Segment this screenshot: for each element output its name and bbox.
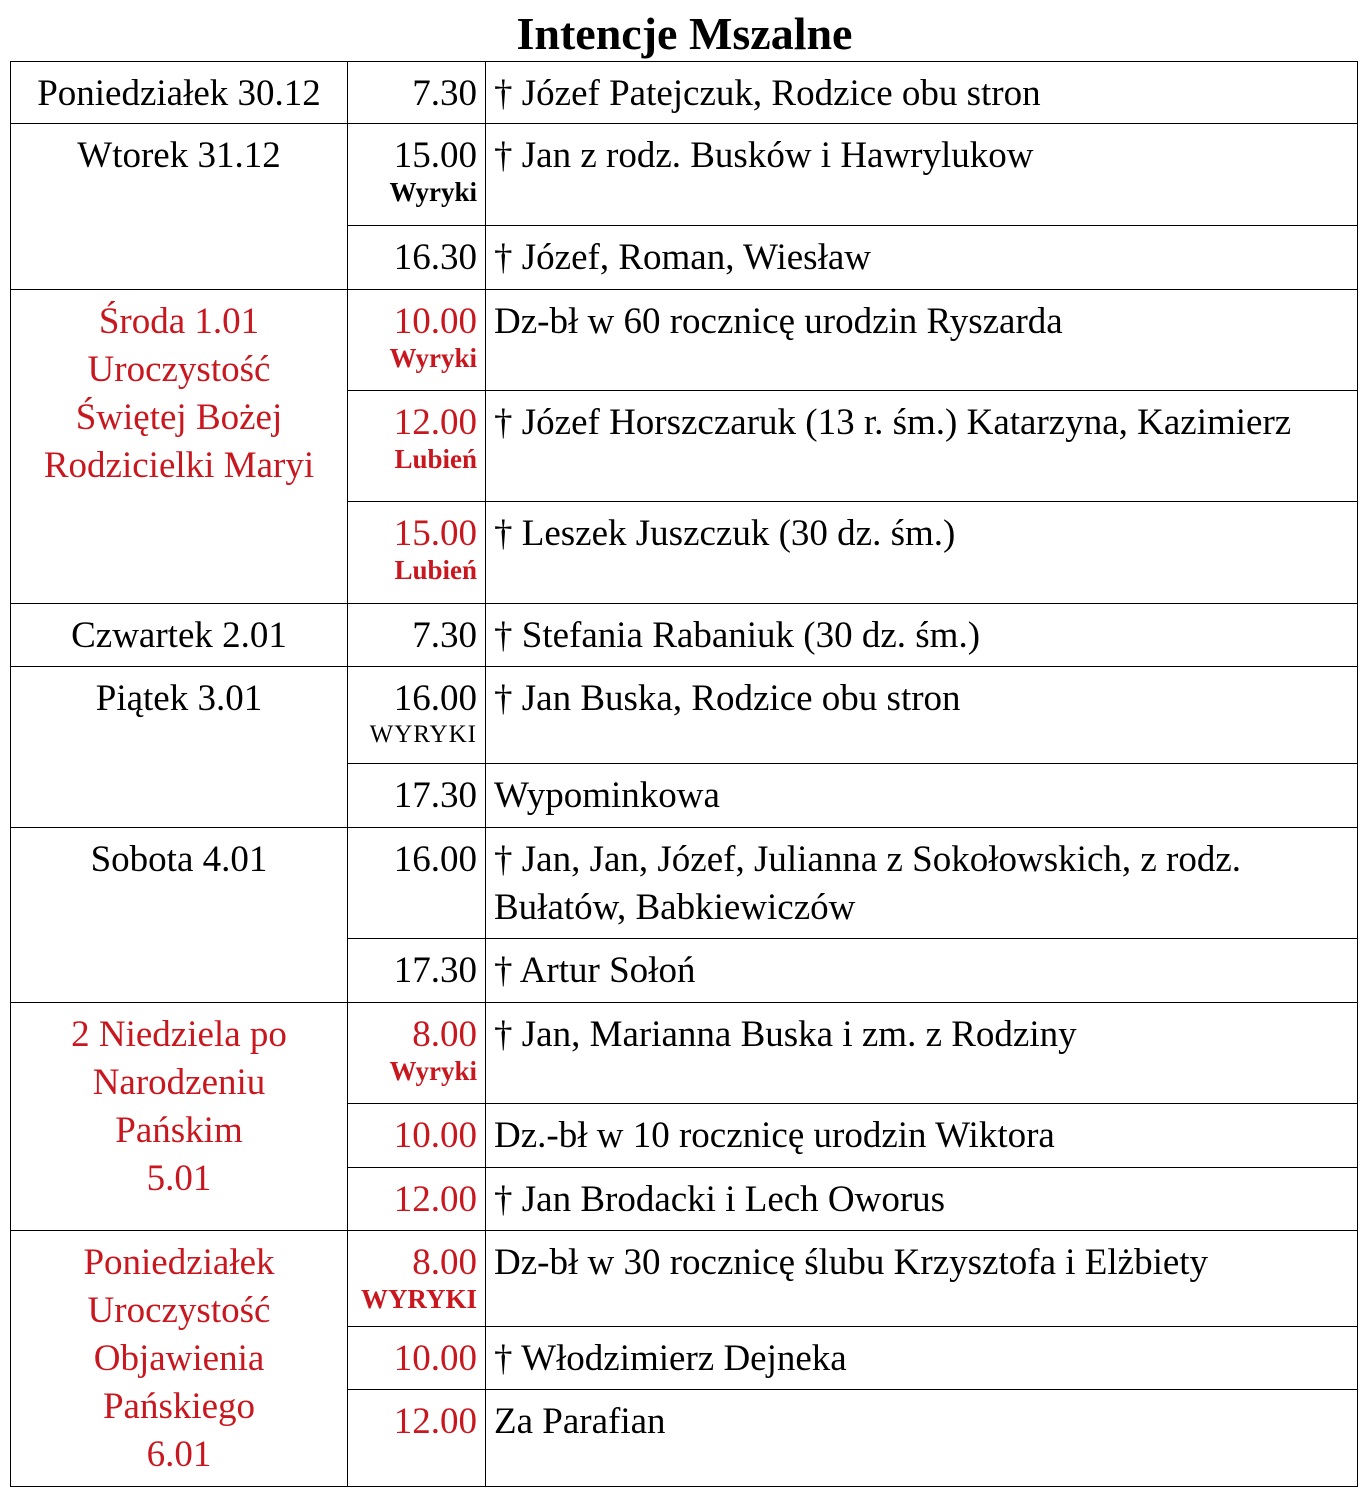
intention-cell: Dz.-bł w 10 rocznicę urodzin Wiktora (486, 1104, 1358, 1168)
day-label-line: Wtorek 31.12 (77, 135, 281, 176)
mass-time: 8.00 (412, 1014, 477, 1055)
day-cell (11, 828, 348, 1003)
day-label-line: 6.01 (146, 1434, 212, 1475)
day-label-line: Rodzicielki Maryi (43, 445, 315, 486)
time-cell (348, 226, 486, 290)
day-label-line: 5.01 (146, 1158, 212, 1199)
mass-time: 16.00 (393, 839, 477, 880)
mass-time: 7.30 (412, 73, 477, 114)
intention-cell: Dz-bł w 60 rocznicę urodzin Ryszarda (486, 290, 1358, 391)
day-cell (11, 290, 348, 604)
intention-cell: † Jan, Marianna Buska i zm. z Rodziny (486, 1003, 1358, 1104)
time-cell (348, 1104, 486, 1168)
mass-time: 12.00 (393, 1401, 477, 1442)
mass-time: 16.30 (393, 237, 477, 278)
table-row (11, 828, 1358, 939)
intention-cell: † Leszek Juszczuk (30 dz. śm.) (486, 502, 1358, 604)
table-row (11, 1231, 1358, 1327)
intention-cell: † Jan Brodacki i Lech Oworus (486, 1168, 1358, 1231)
mass-time: 15.00 (393, 135, 477, 176)
time-cell (348, 1231, 486, 1327)
day-label-line: 2 Niedziela po (71, 1014, 287, 1055)
mass-time: 10.00 (393, 1115, 477, 1156)
time-cell (348, 290, 486, 391)
page-title: Intencje Mszalne (516, 8, 853, 59)
time-cell (348, 1003, 486, 1104)
day-label-line: Pańskim (115, 1110, 243, 1151)
mass-location: Wyryki (389, 1056, 477, 1086)
intention-cell: † Józef Patejczuk, Rodzice obu stron (486, 62, 1358, 124)
mass-location: Wyryki (389, 177, 477, 207)
table-row (11, 1003, 1358, 1104)
table-row (11, 667, 1358, 764)
intention-cell: † Józef, Roman, Wiesław (486, 226, 1358, 290)
day-label-line: Środa 1.01 (98, 301, 260, 342)
intention-cell: Za Parafian (486, 1390, 1358, 1487)
time-cell (348, 1168, 486, 1231)
time-cell (348, 667, 486, 764)
day-cell (11, 667, 348, 828)
time-cell (348, 124, 486, 226)
day-cell (11, 604, 348, 667)
day-cell (11, 124, 348, 290)
day-label-line: Piątek 3.01 (95, 678, 263, 719)
mass-location: Lubień (394, 444, 477, 474)
table-row (11, 62, 1358, 124)
mass-location: WYRYKI (369, 721, 477, 748)
intention-cell: † Włodzimierz Dejneka (486, 1327, 1358, 1390)
time-cell (348, 939, 486, 1003)
mass-time: 10.00 (393, 1338, 477, 1379)
table-row (11, 290, 1358, 391)
mass-location: Wyryki (389, 343, 477, 373)
day-label-line: Poniedziałek (83, 1242, 275, 1283)
mass-time: 12.00 (393, 1179, 477, 1220)
intention-cell: † Józef Horszczaruk (13 r. śm.) Katarzyna, Kazimierz (486, 391, 1358, 502)
time-cell (348, 1390, 486, 1487)
intention-cell: † Artur Sołoń (486, 939, 1358, 1003)
mass-time: 7.30 (412, 615, 477, 656)
day-label-line: Uroczystość (87, 1290, 271, 1331)
day-cell (11, 62, 348, 124)
table-row (11, 124, 1358, 226)
day-cell (11, 1003, 348, 1231)
day-label-line: Świętej Bożej (75, 397, 283, 438)
time-cell (348, 764, 486, 828)
day-label-line: Czwartek 2.01 (71, 615, 287, 656)
time-cell (348, 828, 486, 939)
intention-cell: Dz-bł w 30 rocznicę ślubu Krzysztofa i Elżbiety (486, 1231, 1358, 1327)
day-label-line: Poniedziałek 30.12 (37, 73, 321, 114)
mass-time: 8.00 (412, 1242, 477, 1283)
day-label-line: Narodzeniu (92, 1062, 266, 1103)
mass-location: WYRYKI (360, 1284, 477, 1314)
day-label-line: Pańskiego (102, 1386, 256, 1427)
schedule-body (11, 62, 1358, 1487)
mass-intentions-table (10, 61, 1358, 1487)
mass-time: 10.00 (393, 301, 477, 342)
day-cell (11, 1231, 348, 1487)
intention-cell: † Stefania Rabaniuk (30 dz. śm.) (486, 604, 1358, 667)
mass-time: 17.30 (393, 950, 477, 991)
mass-time: 12.00 (393, 402, 477, 443)
day-label-line: Objawienia (93, 1338, 265, 1379)
table-row (11, 604, 1358, 667)
time-cell (348, 502, 486, 604)
intention-cell: Wypominkowa (486, 764, 1358, 828)
mass-location: Lubień (394, 555, 477, 585)
intention-cell: † Jan Buska, Rodzice obu stron (486, 667, 1358, 764)
time-cell (348, 62, 486, 124)
mass-time: 16.00 (393, 678, 477, 719)
mass-time: 15.00 (393, 513, 477, 554)
day-label-line: Uroczystość (87, 349, 271, 390)
time-cell (348, 604, 486, 667)
day-label-line: Sobota 4.01 (90, 839, 268, 880)
time-cell (348, 391, 486, 502)
intention-cell: † Jan, Jan, Józef, Julianna z Sokołowskich, z rodz. Bułatów, Babkiewiczów (486, 828, 1358, 939)
mass-time: 17.30 (393, 775, 477, 816)
intention-cell: † Jan z rodz. Busków i Hawrylukow (486, 124, 1358, 226)
time-cell (348, 1327, 486, 1390)
